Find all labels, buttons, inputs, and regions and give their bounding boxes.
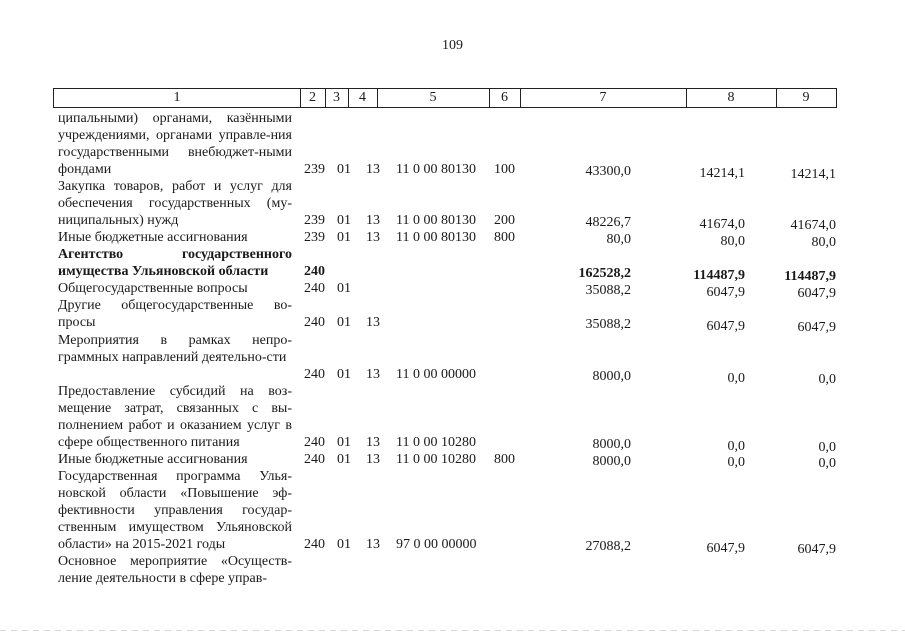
cell-subsection: 13 (366, 213, 380, 228)
cell-amount-3: 0,0 (818, 456, 836, 471)
cell-expense-type: 800 (494, 452, 515, 467)
row-name: Иные бюджетные ассигнования (58, 452, 248, 467)
cell-amount-2: 6047,9 (706, 319, 745, 334)
cell-amount-1: 48226,7 (585, 215, 631, 230)
header-col-7: 7 (520, 89, 687, 107)
cell-section: 01 (337, 162, 351, 177)
cell-amount-2: 14214,1 (699, 166, 745, 181)
cell-amount-1: 35088,2 (585, 317, 631, 332)
cell-ministry: 240 (304, 537, 325, 552)
cell-ministry: 239 (304, 162, 325, 177)
cell-target-article: 11 0 00 10280 (396, 435, 476, 450)
cell-amount-1: 80,0 (606, 232, 631, 247)
cell-section: 01 (337, 367, 351, 382)
cell-target-article: 11 0 00 10280 (396, 452, 476, 467)
cell-expense-type: 100 (494, 162, 515, 177)
page-number: 109 (442, 38, 463, 53)
cell-subsection: 13 (366, 435, 380, 450)
header-col-6: 6 (489, 89, 521, 107)
cell-ministry: 240 (304, 264, 325, 279)
cell-amount-2: 6047,9 (706, 541, 745, 556)
cell-section: 01 (337, 213, 351, 228)
cell-ministry: 240 (304, 281, 325, 296)
row-name: Мероприятия в рамках непро-граммных направлений деятельно-сти (58, 333, 292, 365)
header-col-4: 4 (348, 89, 378, 107)
cell-amount-3: 6047,9 (797, 320, 836, 335)
row-name: Агентство государственного имущества Ульяновской области (58, 247, 292, 279)
cell-ministry: 239 (304, 213, 325, 228)
cell-ministry: 240 (304, 452, 325, 467)
cell-expense-type: 200 (494, 213, 515, 228)
cell-amount-2: 0,0 (727, 455, 745, 470)
cell-amount-3: 114487,9 (784, 269, 836, 284)
row-name: Государственная программа Улья-новской области «Повышение эф-фективности управления государ-ственным имуществом Ульяновской области» на 2015-2021 годы (58, 469, 292, 552)
cell-ministry: 239 (304, 230, 325, 245)
cell-amount-1: 8000,0 (592, 454, 631, 469)
cell-target-article: 11 0 00 00000 (396, 367, 476, 382)
cell-target-article: 97 0 00 00000 (396, 537, 477, 552)
cell-section: 01 (337, 537, 351, 552)
cell-amount-2: 6047,9 (706, 285, 745, 300)
row-name: Другие общегосударственные во-просы (58, 298, 292, 330)
cell-amount-2: 41674,0 (699, 217, 745, 232)
header-col-3: 3 (325, 89, 349, 107)
cell-section: 01 (337, 315, 351, 330)
cell-target-article: 11 0 00 80130 (396, 162, 476, 177)
cell-amount-3: 80,0 (811, 235, 836, 250)
cell-amount-1: 8000,0 (592, 369, 631, 384)
cell-section: 01 (337, 452, 351, 467)
cell-amount-3: 0,0 (818, 440, 836, 455)
cell-subsection: 13 (366, 367, 380, 382)
cell-expense-type: 800 (494, 230, 515, 245)
cell-amount-3: 6047,9 (797, 542, 836, 557)
cell-amount-3: 6047,9 (797, 286, 836, 301)
cell-subsection: 13 (366, 230, 380, 245)
cell-amount-3: 14214,1 (790, 167, 836, 182)
cell-ministry: 240 (304, 315, 325, 330)
cell-amount-1: 8000,0 (592, 437, 631, 452)
cell-amount-1: 35088,2 (585, 283, 631, 298)
cell-section: 01 (337, 230, 351, 245)
cell-amount-2: 114487,9 (693, 268, 745, 283)
cell-section: 01 (337, 281, 351, 296)
cell-subsection: 13 (366, 162, 380, 177)
row-name: Предоставление субсидий на воз-мещение затрат, связанных с вы-полнением работ и оказанием услуг в сфере общественного питания (58, 384, 292, 450)
cell-subsection: 13 (366, 537, 380, 552)
cell-amount-1: 43300,0 (585, 164, 631, 179)
cell-ministry: 240 (304, 435, 325, 450)
cell-section: 01 (337, 435, 351, 450)
row-name: ципальными) органами, казёнными учреждениями, органами управле-ния государственными внебюджет-ными фондами (58, 111, 292, 177)
cell-amount-1: 27088,2 (585, 539, 631, 554)
row-name: Общегосударственные вопросы (58, 281, 248, 296)
cell-subsection: 13 (366, 452, 380, 467)
row-name: Закупка товаров, работ и услуг для обеспечения государственных (му-ниципальных) нужд (58, 179, 292, 228)
header-col-5: 5 (377, 89, 490, 107)
cell-amount-2: 80,0 (720, 234, 745, 249)
cell-amount-3: 41674,0 (790, 218, 836, 233)
table-header (53, 88, 837, 108)
row-name: Основное мероприятие «Осуществ-ление деятельности в сфере управ- (58, 554, 292, 586)
cell-target-article: 11 0 00 80130 (396, 230, 476, 245)
scan-artifact-line (0, 630, 905, 631)
cell-amount-2: 0,0 (727, 371, 745, 386)
header-col-2: 2 (300, 89, 326, 107)
cell-amount-1: 162528,2 (578, 266, 631, 281)
header-col-9: 9 (802, 90, 810, 105)
header-col-1: 1 (54, 89, 301, 107)
cell-target-article: 11 0 00 80130 (396, 213, 476, 228)
row-name: Иные бюджетные ассигнования (58, 230, 248, 245)
cell-ministry: 240 (304, 367, 325, 382)
cell-amount-3: 0,0 (818, 372, 836, 387)
cell-amount-2: 0,0 (727, 439, 745, 454)
cell-subsection: 13 (366, 315, 380, 330)
header-col-8: 8 (686, 89, 777, 107)
